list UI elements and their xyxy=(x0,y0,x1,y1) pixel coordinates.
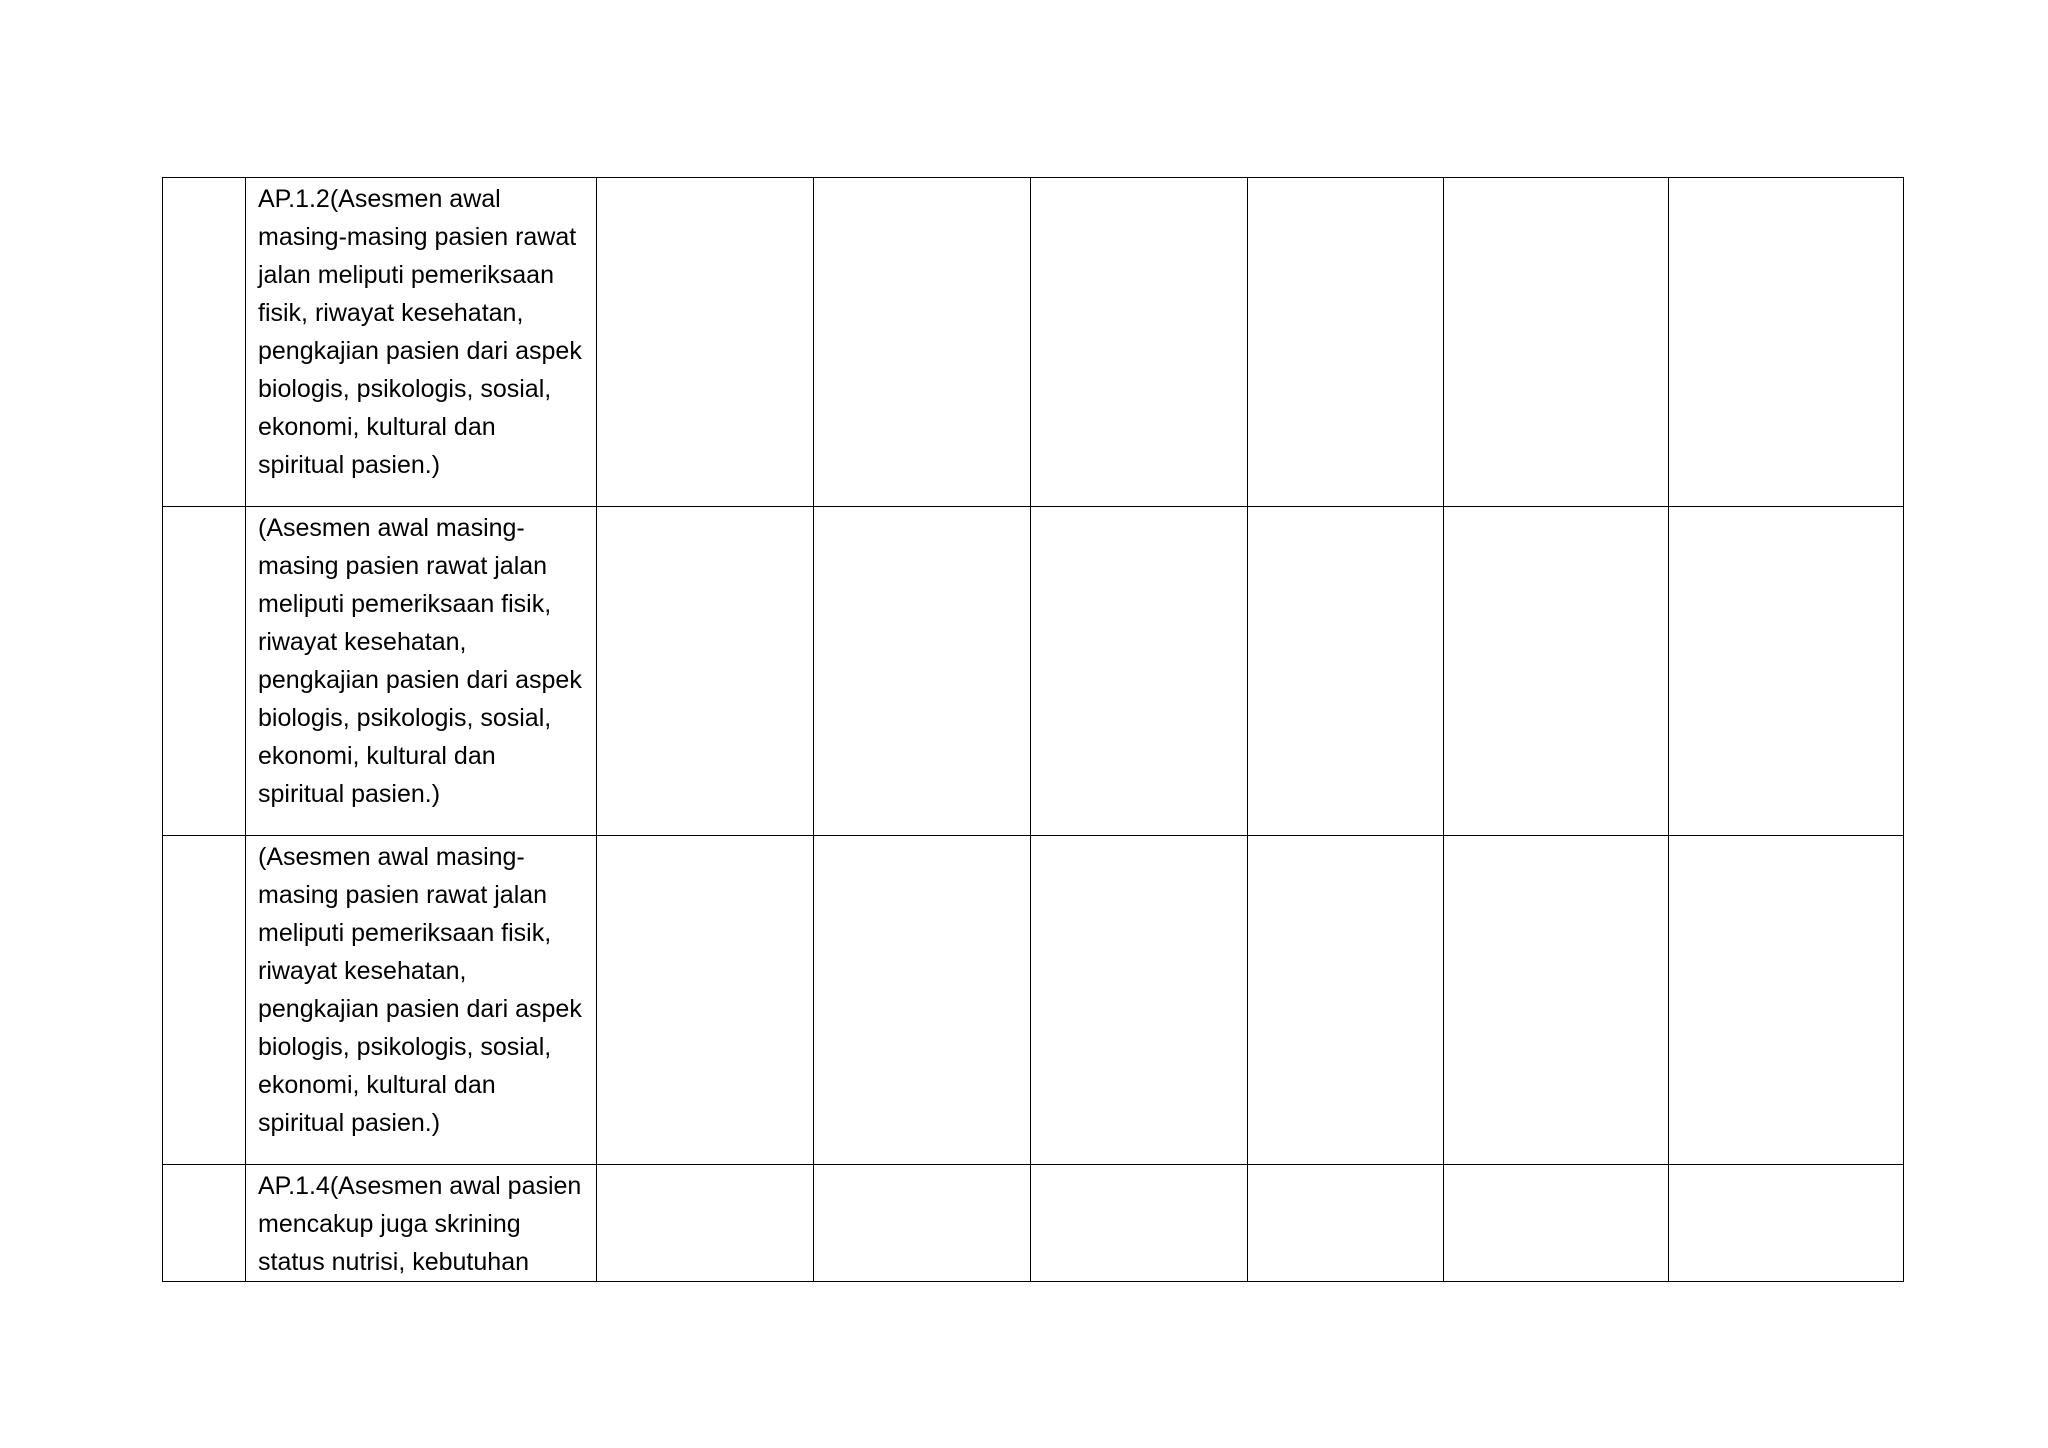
empty-cell xyxy=(1031,1165,1248,1282)
empty-cell xyxy=(1444,836,1669,1165)
empty-cell xyxy=(814,836,1031,1165)
empty-cell xyxy=(1444,178,1669,507)
empty-cell xyxy=(814,178,1031,507)
number-cell xyxy=(163,836,246,1165)
standard-text: AP.1.4(Asesmen awal pasien mencakup juga skrining status nutrisi, kebutuhan xyxy=(258,1172,582,1276)
standard-text: (Asesmen awal masing-masing pasien rawat jalan meliputi pemeriksaan fisik, riwayat kesehatan, pengkajian pasien dari aspek biologis, psikologis, sosial, ekonomi, kultural dan spiritual pasien.) xyxy=(258,843,582,1137)
empty-cell xyxy=(1031,507,1248,836)
standard-text: AP.1.2(Asesmen awal masing-masing pasien rawat jalan meliputi pemeriksaan fisik, riwayat kesehatan, pengkajian pasien dari aspek biologis, psikologis, sosial, ekonomi, kultural dan spiritual pasien.) xyxy=(258,185,582,479)
table-row xyxy=(163,178,1904,507)
empty-cell xyxy=(597,836,814,1165)
number-cell xyxy=(163,178,246,507)
standard-text-cell xyxy=(246,178,597,507)
empty-cell xyxy=(1248,507,1444,836)
empty-cell xyxy=(1669,1165,1904,1282)
standard-text-cell xyxy=(246,1165,597,1282)
standard-text-cell xyxy=(246,836,597,1165)
empty-cell xyxy=(814,507,1031,836)
empty-cell xyxy=(1031,836,1248,1165)
empty-cell xyxy=(814,1165,1031,1282)
standard-text-cell xyxy=(246,507,597,836)
number-cell xyxy=(163,507,246,836)
table-row xyxy=(163,507,1904,836)
empty-cell xyxy=(1669,836,1904,1165)
empty-cell xyxy=(597,507,814,836)
table-row xyxy=(163,1165,1904,1282)
empty-cell xyxy=(1669,178,1904,507)
empty-cell xyxy=(597,178,814,507)
standard-text: (Asesmen awal masing-masing pasien rawat jalan meliputi pemeriksaan fisik, riwayat kesehatan, pengkajian pasien dari aspek biologis, psikologis, sosial, ekonomi, kultural dan spiritual pasien.) xyxy=(258,514,582,808)
empty-cell xyxy=(597,1165,814,1282)
empty-cell xyxy=(1444,507,1669,836)
assessment-table xyxy=(162,177,1904,1282)
empty-cell xyxy=(1248,836,1444,1165)
empty-cell xyxy=(1248,1165,1444,1282)
empty-cell xyxy=(1669,507,1904,836)
empty-cell xyxy=(1444,1165,1669,1282)
number-cell xyxy=(163,1165,246,1282)
table-row xyxy=(163,836,1904,1165)
empty-cell xyxy=(1031,178,1248,507)
empty-cell xyxy=(1248,178,1444,507)
